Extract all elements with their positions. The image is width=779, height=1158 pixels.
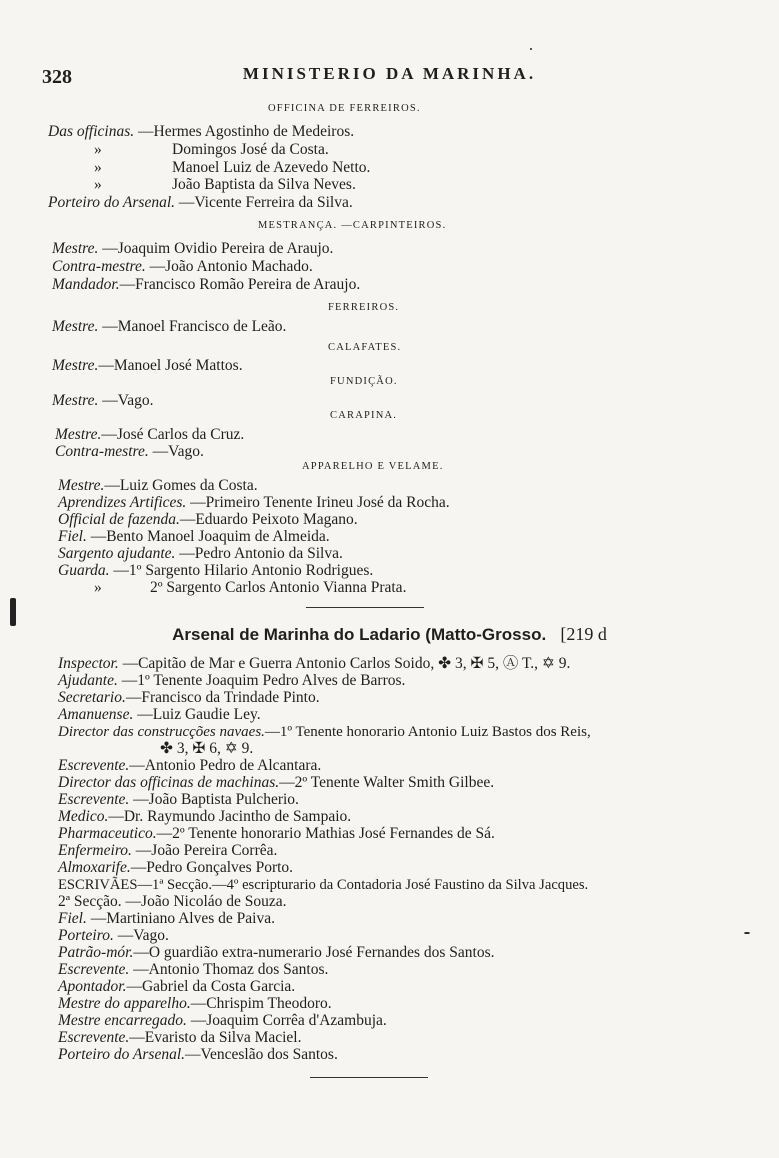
ditto-mark: » [94,176,102,193]
entry-label: Escrevente. [58,961,130,978]
entry-label: Patrão-mór. [58,944,134,961]
entry-label: Enfermeiro. [58,842,132,859]
entry-text: —Luiz Gomes da Costa. [104,477,258,494]
entry-label: Aprendizes Artifices. [58,494,187,511]
entry-label: Porteiro. [58,927,114,944]
entry-line [58,562,373,580]
entry-line [52,240,333,258]
section-title-calafates: CALAFATES. [328,342,402,353]
entry-label: Director das construcções navaes. [58,724,265,740]
entry-label: 2ª Secção. [58,893,122,910]
entry-line [58,808,351,826]
entry-line [52,258,313,276]
entry-label: Official de fazenda. [58,511,180,528]
entry-text: 2º Sargento Carlos Antonio Vianna Prata. [150,579,407,596]
entry-text: —Pedro Gonçalves Porto. [130,859,294,876]
entry-text: —Vago. [102,392,154,409]
entry-line [58,706,261,724]
entry-label: Escrevente. [58,791,130,808]
entry-text: —Eduardo Peixoto Magano. [179,511,358,528]
entry-label: Amanuense. [58,706,134,723]
entry-line [58,978,295,996]
entry-text: —João Antonio Machado. [149,258,313,275]
entry-text: —1º Tenente honorario Antonio Luiz Bastos dos Reis, [264,724,591,740]
entry-label: Escrevente. [58,1029,130,1046]
entry-text: —1º Sargento Hilario Antonio Rodrigues. [113,562,374,579]
entry-label: Mestre do apparelho. [58,995,191,1012]
entry-text: —4º escripturario da Contadoria José Faustino da Silva Jacques. [212,877,589,893]
entry-text: João Baptista da Silva Neves. [172,176,356,193]
entry-label: Fiel. [58,528,87,545]
entry-label: Director das officinas de machinas. [58,774,280,791]
entry-line [94,141,329,159]
entry-text: —Capitão de Mar e Guerra Antonio Carlos Soido, ✤ 3, ✠ 5, Ⓐ T., ✡ 9. [122,655,571,672]
entry-text: —Vago. [117,927,169,944]
entry-label: Mestre. [52,240,99,257]
entry-label: Almoxarife. [58,859,131,876]
entry-label: Medico. [58,808,109,825]
page-number: 328 [42,66,72,88]
entry-label: Mestre. [55,426,102,443]
section-divider [306,607,424,608]
section-title-ferreiros: FERREIROS. [328,302,400,313]
entry-line [58,893,287,911]
entry-text: —2º Tenente Walter Smith Gilbee. [279,774,495,791]
entry-text: —Manoel José Mattos. [98,357,243,374]
entry-label: Mestre. [52,318,99,335]
entry-text: —Gabriel da Costa Garcia. [126,978,296,995]
entry-label: Mestre. [52,357,99,374]
entry-line [58,672,405,690]
entry-line [58,511,358,529]
entry-label: Mandador. [52,276,120,293]
entry-line [52,392,153,410]
entry-line [58,927,169,945]
entry-line [94,579,407,597]
entry-label: Mestre. [58,477,105,494]
entry-label: Mestre encarregado. [58,1012,187,1029]
entry-label: Porteiro do Arsenal. [48,194,176,211]
scan-mark [530,48,532,50]
entry-text: Domingos José da Costa. [172,141,329,158]
entry-text: —Joaquim Ovidio Pereira de Araujo. [102,240,334,257]
entry-line [58,791,299,809]
entry-text: —João Pereira Corrêa. [135,842,278,859]
entry-line [58,528,330,546]
entry-line [58,1046,338,1064]
ditto-mark: » [94,579,102,596]
entry-label: ESCRIVÃES—1ª Secção. [58,877,213,893]
entry-text: —1º Tenente Joaquim Pedro Alves de Barros. [121,672,406,689]
entry-label: Das officinas. [48,123,135,140]
entry-label: Secretario. [58,689,126,706]
arsenal-heading [0,624,779,645]
entry-label: Contra-mestre. [52,258,146,275]
entry-text: —Chrispim Theodoro. [190,995,332,1012]
entry-line [52,357,243,375]
entry-text: —Francisco da Trindade Pinto. [125,689,320,706]
entry-line [94,176,356,194]
entry-line [58,842,277,860]
entry-text: —Dr. Raymundo Jacintho de Sampaio. [108,808,352,825]
entry-label: Guarda. [58,562,110,579]
entry-line [58,545,343,563]
entry-line [58,477,258,495]
entry-line [58,944,495,962]
entry-line [58,825,495,843]
entry-text: —Joaquim Corrêa d'Azambuja. [190,1012,387,1029]
ditto-mark: » [94,159,102,176]
entry-text: —Antonio Thomaz dos Santos. [133,961,329,978]
section-title-apparelho: APPARELHO E VELAME. [302,461,444,472]
entry-text: —Evaristo da Silva Maciel. [129,1029,302,1046]
entry-line [52,318,286,336]
entry-text: —O guardião extra-numerario José Fernandes dos Santos. [133,944,495,961]
arsenal-title: Arsenal de Marinha do Ladario (Matto-Grosso. [172,625,547,644]
entry-label: Contra-mestre. [55,443,149,460]
entry-text: —João Baptista Pulcherio. [133,791,299,808]
arsenal-ref: [219 d [560,624,607,644]
entry-line-continuation [160,740,253,758]
ditto-mark: » [94,141,102,158]
entry-text: —Venceslão dos Santos. [185,1046,338,1063]
section-title-carapina: CARAPINA. [330,410,398,421]
entry-text: —Martiniano Alves de Paiva. [90,910,275,927]
decorations-text: ✤ 3, ✠ 6, ✡ 9. [160,740,254,757]
entry-text: —Vicente Ferreira da Silva. [178,194,353,211]
entry-text: —José Carlos da Cruz. [101,426,245,443]
section-title-officina: OFFICINA DE FERREIROS. [268,103,421,114]
entry-line [58,655,570,673]
entry-line [48,123,354,141]
entry-line [55,443,204,461]
entry-label: Mestre. [52,392,99,409]
section-title-fundicao: FUNDIÇÃO. [330,376,398,387]
entry-text: —Vago. [152,443,204,460]
entry-line [58,910,275,928]
entry-line [52,276,360,294]
entry-line [55,426,244,444]
entry-text: —Manoel Francisco de Leão. [102,318,287,335]
entry-text: —2º Tenente honorario Mathias José Fernandes de Sá. [156,825,495,842]
entry-line [58,757,321,775]
entry-text: —Primeiro Tenente Irineu José da Rocha. [190,494,450,511]
section-title-mestranca: MESTRANÇA. —CARPINTEIROS. [258,220,447,231]
entry-line [58,961,328,979]
entry-label: Pharmaceutico. [58,825,157,842]
entry-label: Escrevente. [58,757,130,774]
entry-line [58,774,494,792]
running-head: MINISTERIO DA MARINHA. [242,64,537,83]
entry-line [58,494,450,512]
entry-line [58,995,332,1013]
entry-line [48,194,353,212]
entry-text: —Bento Manoel Joaquim de Almeida. [90,528,330,545]
entry-label: Apontador. [58,978,127,995]
entry-text: —Hermes Agostinho de Medeiros. [138,123,355,140]
entry-line [94,159,371,177]
entry-text: —Luiz Gaudie Ley. [137,706,261,723]
entry-text: —Francisco Romão Pereira de Araujo. [119,276,361,293]
section-divider [310,1077,428,1078]
entry-label: Fiel. [58,910,87,927]
scan-mark [10,598,16,626]
entry-label: Ajudante. [58,672,118,689]
entry-line [58,689,320,707]
scan-mark [744,932,750,934]
entry-line [58,859,293,877]
entry-text: Manoel Luiz de Azevedo Netto. [172,159,371,176]
entry-line [58,876,588,894]
entry-label: Inspector. [58,655,119,672]
entry-text: —João Nicoláo de Souza. [125,893,287,910]
entry-text: —Pedro Antonio da Silva. [179,545,343,562]
entry-line [58,1012,387,1030]
entry-line [58,723,591,741]
entry-label: Sargento ajudante. [58,545,176,562]
entry-label: Porteiro do Arsenal. [58,1046,186,1063]
entry-line [58,1029,301,1047]
entry-text: —Antonio Pedro de Alcantara. [129,757,322,774]
